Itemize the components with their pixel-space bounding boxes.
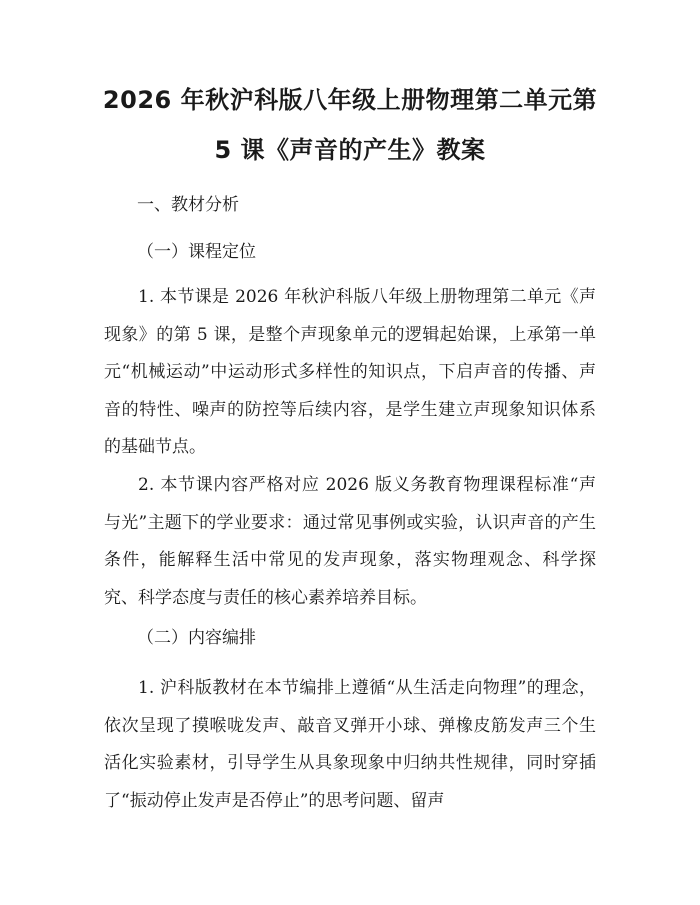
- paragraph-course-positioning-1: 1. 本节课是 2026 年秋沪科版八年级上册物理第二单元《声现象》的第 5 课，是整个声现象单元的逻辑起始课，上承第一单元“机械运动”中运动形式多样性的知识点，下启声音的传播、声音的特性、噪声的防控等后续内容，是学生建立声现象知识体系的基础节点。: [104, 287, 596, 457]
- paragraph-content-arrangement-1: 1. 沪科版教材在本节编排上遵循“从生活走向物理”的理念，依次呈现了摸喉咙发声、敲音叉弹开小球、弹橡皮筋发声三个生活化实验素材，引导学生从具象现象中归纳共性规律，同时穿插了“振动停止发声是否停止”的思考问题、留声: [104, 678, 596, 811]
- subsection-heading-content-arrangement: （二）内容编排: [137, 628, 256, 648]
- document-title-line-2: 5 课《声音的产生》教案: [214, 136, 486, 164]
- section-heading-textbook-analysis: 一、教材分析: [137, 195, 239, 215]
- paragraph-course-positioning-2: 2. 本节课内容严格对应 2026 版义务教育物理课程标准“声与光”主题下的学业要求：通过常见事例或实验，认识声音的产生条件，能解释生活中常见的发声现象，落实物理观念、科学探究、科学态度与责任的核心素养培养目标。: [104, 475, 596, 608]
- document-title-line-1: 2026 年秋沪科版八年级上册物理第二单元第: [102, 86, 598, 114]
- subsection-heading-course-positioning: （一）课程定位: [137, 242, 256, 262]
